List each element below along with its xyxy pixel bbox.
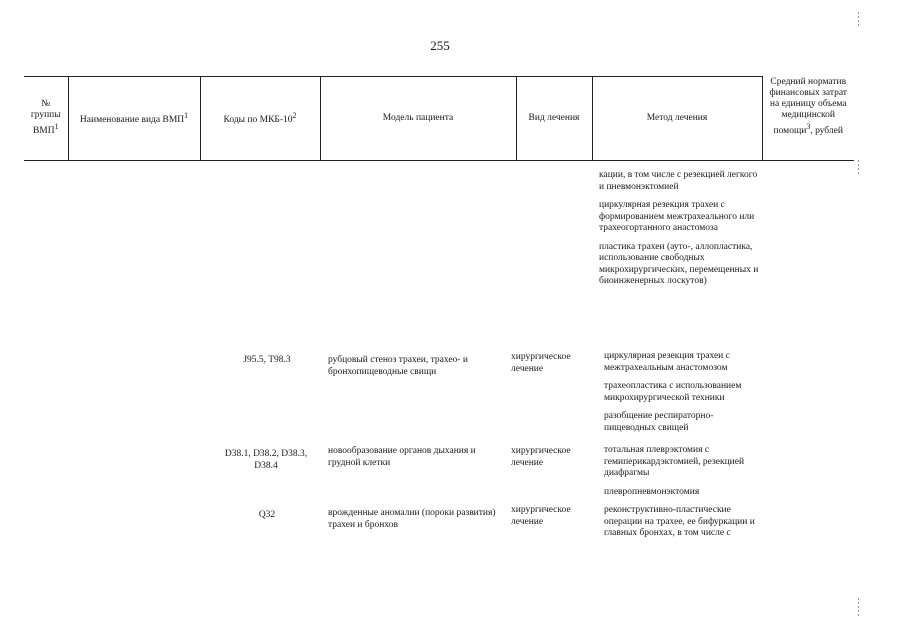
scan-edge-mark: [858, 598, 859, 616]
header-treatment-type: Вид лечения: [516, 77, 592, 161]
scan-edge-mark: [858, 160, 859, 176]
treatment-methods: [604, 505, 764, 547]
treatment-methods: [604, 445, 764, 505]
method-item: циркулярная резекция трахеи с формированием межтрахеального или трахеогортанного анастомоза: [599, 200, 755, 233]
treatment-type: хирургическое лечение: [511, 505, 571, 527]
continuation-methods: [599, 170, 759, 295]
patient-model: новообразование органов дыхания и грудной клетки: [328, 446, 476, 468]
method-item: трахеопластика с использованием микрохирургической техники: [604, 381, 742, 403]
treatment-type: хирургическое лечение: [511, 352, 571, 374]
icd-codes: Q32: [258, 510, 276, 520]
method-item: плевропневмонэктомия: [604, 486, 700, 497]
method-item: пластика трахеи (ауто-, аллопластика, использование свободных микрохирургических, перемещенных и биоинженерных лоскутов): [599, 241, 759, 286]
method-item: разобщение респираторно-пищеводных свищей: [604, 411, 714, 433]
method-item: циркулярная резекция трахеи с межтрахеальным анастомозом: [604, 351, 730, 373]
table-header: [24, 76, 854, 161]
method-item: реконструктивно-пластические операции на трахее, ее бифуркации и главных бронхах, в том числе с: [604, 505, 755, 538]
header-cost: Средний норматив финансовых затрат на единицу объема медицинской помощи$^3$, рублей: [762, 77, 854, 161]
method-item: тотальная плеврэктомия с гемиперикардэктомией, резекцией диафрагмы: [604, 445, 745, 478]
page-number: 255: [430, 38, 450, 53]
treatment-methods: [604, 351, 764, 441]
header-patient-model: Модель пациента: [320, 77, 516, 161]
icd-codes: D38.1, D38.2, D38.3, D38.4: [224, 449, 308, 471]
patient-model: врожденные аномалии (пороки развития) трахеи и бронхов: [328, 508, 496, 530]
icd-codes: J95.5, T98.3: [243, 355, 291, 365]
header-vmp-name: Наименование вида ВМП$^1$: [68, 77, 200, 161]
header-treatment-method: Метод лечения: [592, 77, 762, 161]
header-group-number: № группы ВМП$^1$: [24, 77, 68, 161]
header-icd-codes: Коды по МКБ-$10^2$: [200, 77, 320, 161]
patient-model: рубцовый стеноз трахеи, трахео- и бронхопищеводные свищи: [328, 355, 468, 377]
treatment-type: хирургическое лечение: [511, 446, 571, 468]
scan-edge-mark: [858, 12, 859, 26]
method-item: кации, в том числе с резекцией легкого и пневмонэктомией: [599, 170, 758, 192]
